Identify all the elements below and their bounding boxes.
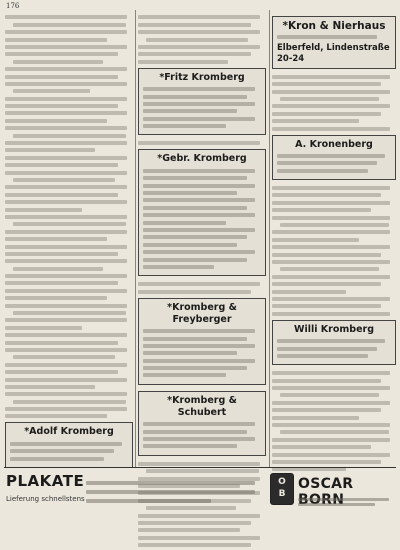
entry-line <box>272 208 371 212</box>
entry-line <box>143 337 247 341</box>
entry-line <box>5 378 127 382</box>
entry-line <box>143 184 255 188</box>
entry-line <box>13 311 126 315</box>
entry-line <box>5 407 127 411</box>
entry-line <box>5 163 118 167</box>
footer-advertisement <box>0 468 400 519</box>
entry-line <box>86 490 255 494</box>
entry-line <box>143 250 255 254</box>
entry-line <box>272 297 390 301</box>
entry-line <box>143 344 255 348</box>
entry-line <box>143 198 255 202</box>
firm-title: Willi Kromberg <box>293 323 374 335</box>
entry-line <box>272 186 390 190</box>
entry-line <box>13 222 126 226</box>
entry-line <box>143 228 255 232</box>
entry-line <box>143 366 247 370</box>
firm-ad-kron-nierhaus <box>272 16 396 69</box>
logo-letter-top: O <box>278 477 286 487</box>
entry-line <box>13 60 103 64</box>
entry-line <box>5 111 127 115</box>
entry-line <box>138 45 260 49</box>
entry-line <box>143 351 237 355</box>
entry-line <box>280 267 379 271</box>
entry-line <box>5 341 118 345</box>
entry-line <box>272 253 381 257</box>
firm-title: *Kromberg & Freyberger <box>167 301 237 325</box>
entry-line <box>5 193 118 197</box>
entry-line <box>5 252 118 256</box>
entry-line <box>272 453 390 457</box>
entry-line <box>272 312 390 316</box>
entry-line <box>272 201 390 205</box>
entry-line <box>138 462 260 466</box>
entry-line <box>277 339 385 343</box>
entry-line <box>272 401 390 405</box>
entry-line <box>272 245 390 249</box>
entry-line <box>5 82 127 86</box>
entry-line <box>138 141 260 145</box>
entry-line <box>138 543 251 547</box>
firm-ad-fritz-kromberg <box>138 68 266 136</box>
entry-line <box>143 95 247 99</box>
entry-line <box>143 444 237 448</box>
entry-line <box>86 499 211 503</box>
entry-line <box>5 274 127 278</box>
logo-letter-bottom: B <box>278 489 286 499</box>
entry-line <box>5 333 127 337</box>
entry-line <box>5 326 82 330</box>
entry-line <box>272 423 390 427</box>
entry-line <box>143 359 255 363</box>
entry-line <box>277 354 368 358</box>
entry-line <box>5 208 82 212</box>
entry-line <box>5 392 127 396</box>
entry-line <box>280 393 379 397</box>
entry-line <box>143 430 247 434</box>
ad-body <box>86 476 264 508</box>
entry-line <box>5 259 127 263</box>
entry-line <box>143 191 237 195</box>
oscar-born-logo-icon <box>270 473 294 505</box>
entry-line <box>272 238 359 242</box>
entry-line <box>277 347 377 351</box>
entry-line <box>5 363 127 367</box>
entry-line <box>272 216 390 220</box>
entry-line <box>13 89 90 93</box>
entry-line <box>10 449 114 453</box>
entry-line <box>5 385 95 389</box>
entry-line <box>143 265 214 269</box>
entry-line <box>143 87 255 91</box>
entry-line <box>272 127 390 131</box>
entry-line <box>272 82 381 86</box>
entry-line <box>272 112 381 116</box>
entry-line <box>138 282 260 286</box>
entry-line <box>13 267 103 271</box>
entry-line <box>272 193 381 197</box>
entry-line <box>13 400 126 404</box>
entry-line <box>5 230 127 234</box>
entry-line <box>272 371 390 375</box>
entry-line <box>143 258 247 262</box>
entry-line <box>143 117 255 121</box>
entry-line <box>143 235 247 239</box>
entry-line <box>272 438 390 442</box>
entry-line <box>5 237 107 241</box>
entry-line <box>272 260 390 264</box>
firm-title: A. Kronenberg <box>295 138 373 150</box>
firm-title: *Fritz Kromberg <box>159 71 245 83</box>
entry-line <box>277 154 385 158</box>
entry-line <box>143 221 226 225</box>
entry-line <box>5 414 107 418</box>
ad-headline: PLAKATE <box>6 472 85 490</box>
entry-line <box>298 503 375 506</box>
column-left <box>5 12 133 474</box>
entry-line <box>138 290 251 294</box>
entry-line <box>5 52 118 56</box>
entry-line <box>143 169 255 173</box>
entry-line <box>86 481 255 485</box>
entry-line <box>138 528 240 532</box>
ad-company-details <box>298 496 394 508</box>
entry-line <box>272 460 381 464</box>
entry-line <box>5 296 107 300</box>
entry-line <box>13 355 115 359</box>
entry-line <box>272 282 381 286</box>
entry-line <box>143 213 255 217</box>
entry-line <box>138 60 228 64</box>
entry-line <box>143 422 255 426</box>
entry-line <box>5 97 127 101</box>
column-divider <box>269 10 270 468</box>
firm-ad-willi-kromberg <box>272 320 396 366</box>
entry-line <box>5 15 127 19</box>
entry-line <box>13 23 126 27</box>
entry-line <box>5 304 127 308</box>
entry-line <box>143 437 255 441</box>
entry-line <box>272 275 390 279</box>
entry-line <box>5 148 95 152</box>
entry-line <box>5 200 127 204</box>
entry-line <box>5 38 107 42</box>
firm-ad-adolf-kromberg <box>5 422 133 468</box>
entry-line <box>10 457 104 461</box>
entry-line <box>143 176 247 180</box>
entry-line <box>280 223 389 227</box>
entry-line <box>5 281 118 285</box>
entry-line <box>138 521 251 525</box>
entry-line <box>272 75 390 79</box>
entry-line <box>5 75 118 79</box>
entry-line <box>5 45 127 49</box>
ad-note: Lieferung schnellstens <box>6 495 85 503</box>
firm-title: *Adolf Kromberg <box>24 426 114 438</box>
firm-title: *Gebr. Kromberg <box>157 153 247 165</box>
entry-line <box>277 161 377 165</box>
entry-line <box>298 498 389 501</box>
entry-line <box>272 104 390 108</box>
entry-line <box>277 169 368 173</box>
firm-ad-a-kronenberg <box>272 135 396 181</box>
entry-line <box>272 416 359 420</box>
entry-line <box>13 178 115 182</box>
entry-line <box>272 290 346 294</box>
entry-line <box>280 97 379 101</box>
entry-line <box>5 104 118 108</box>
ad-company-name: OSCAR <box>298 476 354 492</box>
entry-line <box>5 185 127 189</box>
entry-line <box>143 329 255 333</box>
entry-line <box>143 124 226 128</box>
entry-line <box>146 38 248 42</box>
firm-title: *Kromberg & Schubert <box>167 394 237 418</box>
entry-line <box>10 442 122 446</box>
entry-line <box>5 141 127 145</box>
entry-line <box>272 408 381 412</box>
entry-line <box>138 15 260 19</box>
entry-line <box>5 348 127 352</box>
entry-line <box>138 52 251 56</box>
firm-ad-kromberg-schubert <box>138 391 266 456</box>
entry-line <box>5 126 127 130</box>
entry-line <box>143 206 247 210</box>
entry-line <box>272 90 390 94</box>
page-number: 176 <box>6 2 20 10</box>
entry-line <box>143 243 237 247</box>
entry-line <box>272 119 359 123</box>
entry-line <box>143 102 255 106</box>
entry-line <box>5 67 127 71</box>
entry-line <box>5 171 127 175</box>
entry-line <box>5 245 127 249</box>
entry-line <box>5 289 127 293</box>
entry-line <box>272 379 381 383</box>
entry-line <box>272 445 371 449</box>
entry-line <box>5 119 107 123</box>
entry-line <box>138 536 260 540</box>
entry-line <box>280 430 389 434</box>
entry-line <box>138 30 260 34</box>
firm-subtitle: Elberfeld, Lindenstraße 20-24 <box>277 42 390 64</box>
entry-line <box>5 30 127 34</box>
entry-line <box>5 318 127 322</box>
entry-line <box>5 215 127 219</box>
entry-line <box>277 35 377 39</box>
column-divider <box>135 10 136 468</box>
firm-title: *Kron & Nierhaus <box>282 20 386 32</box>
entry-line <box>13 134 126 138</box>
firm-ad-kromberg-freyberger <box>138 298 266 385</box>
entry-line <box>138 23 251 27</box>
entry-line <box>5 370 118 374</box>
column-right <box>272 12 396 475</box>
entry-line <box>272 304 381 308</box>
entry-line <box>5 156 127 160</box>
entry-line <box>143 373 226 377</box>
entry-line <box>143 109 237 113</box>
firm-ad-gebr-kromberg <box>138 149 266 276</box>
entry-line <box>272 386 390 390</box>
entry-line <box>272 230 390 234</box>
